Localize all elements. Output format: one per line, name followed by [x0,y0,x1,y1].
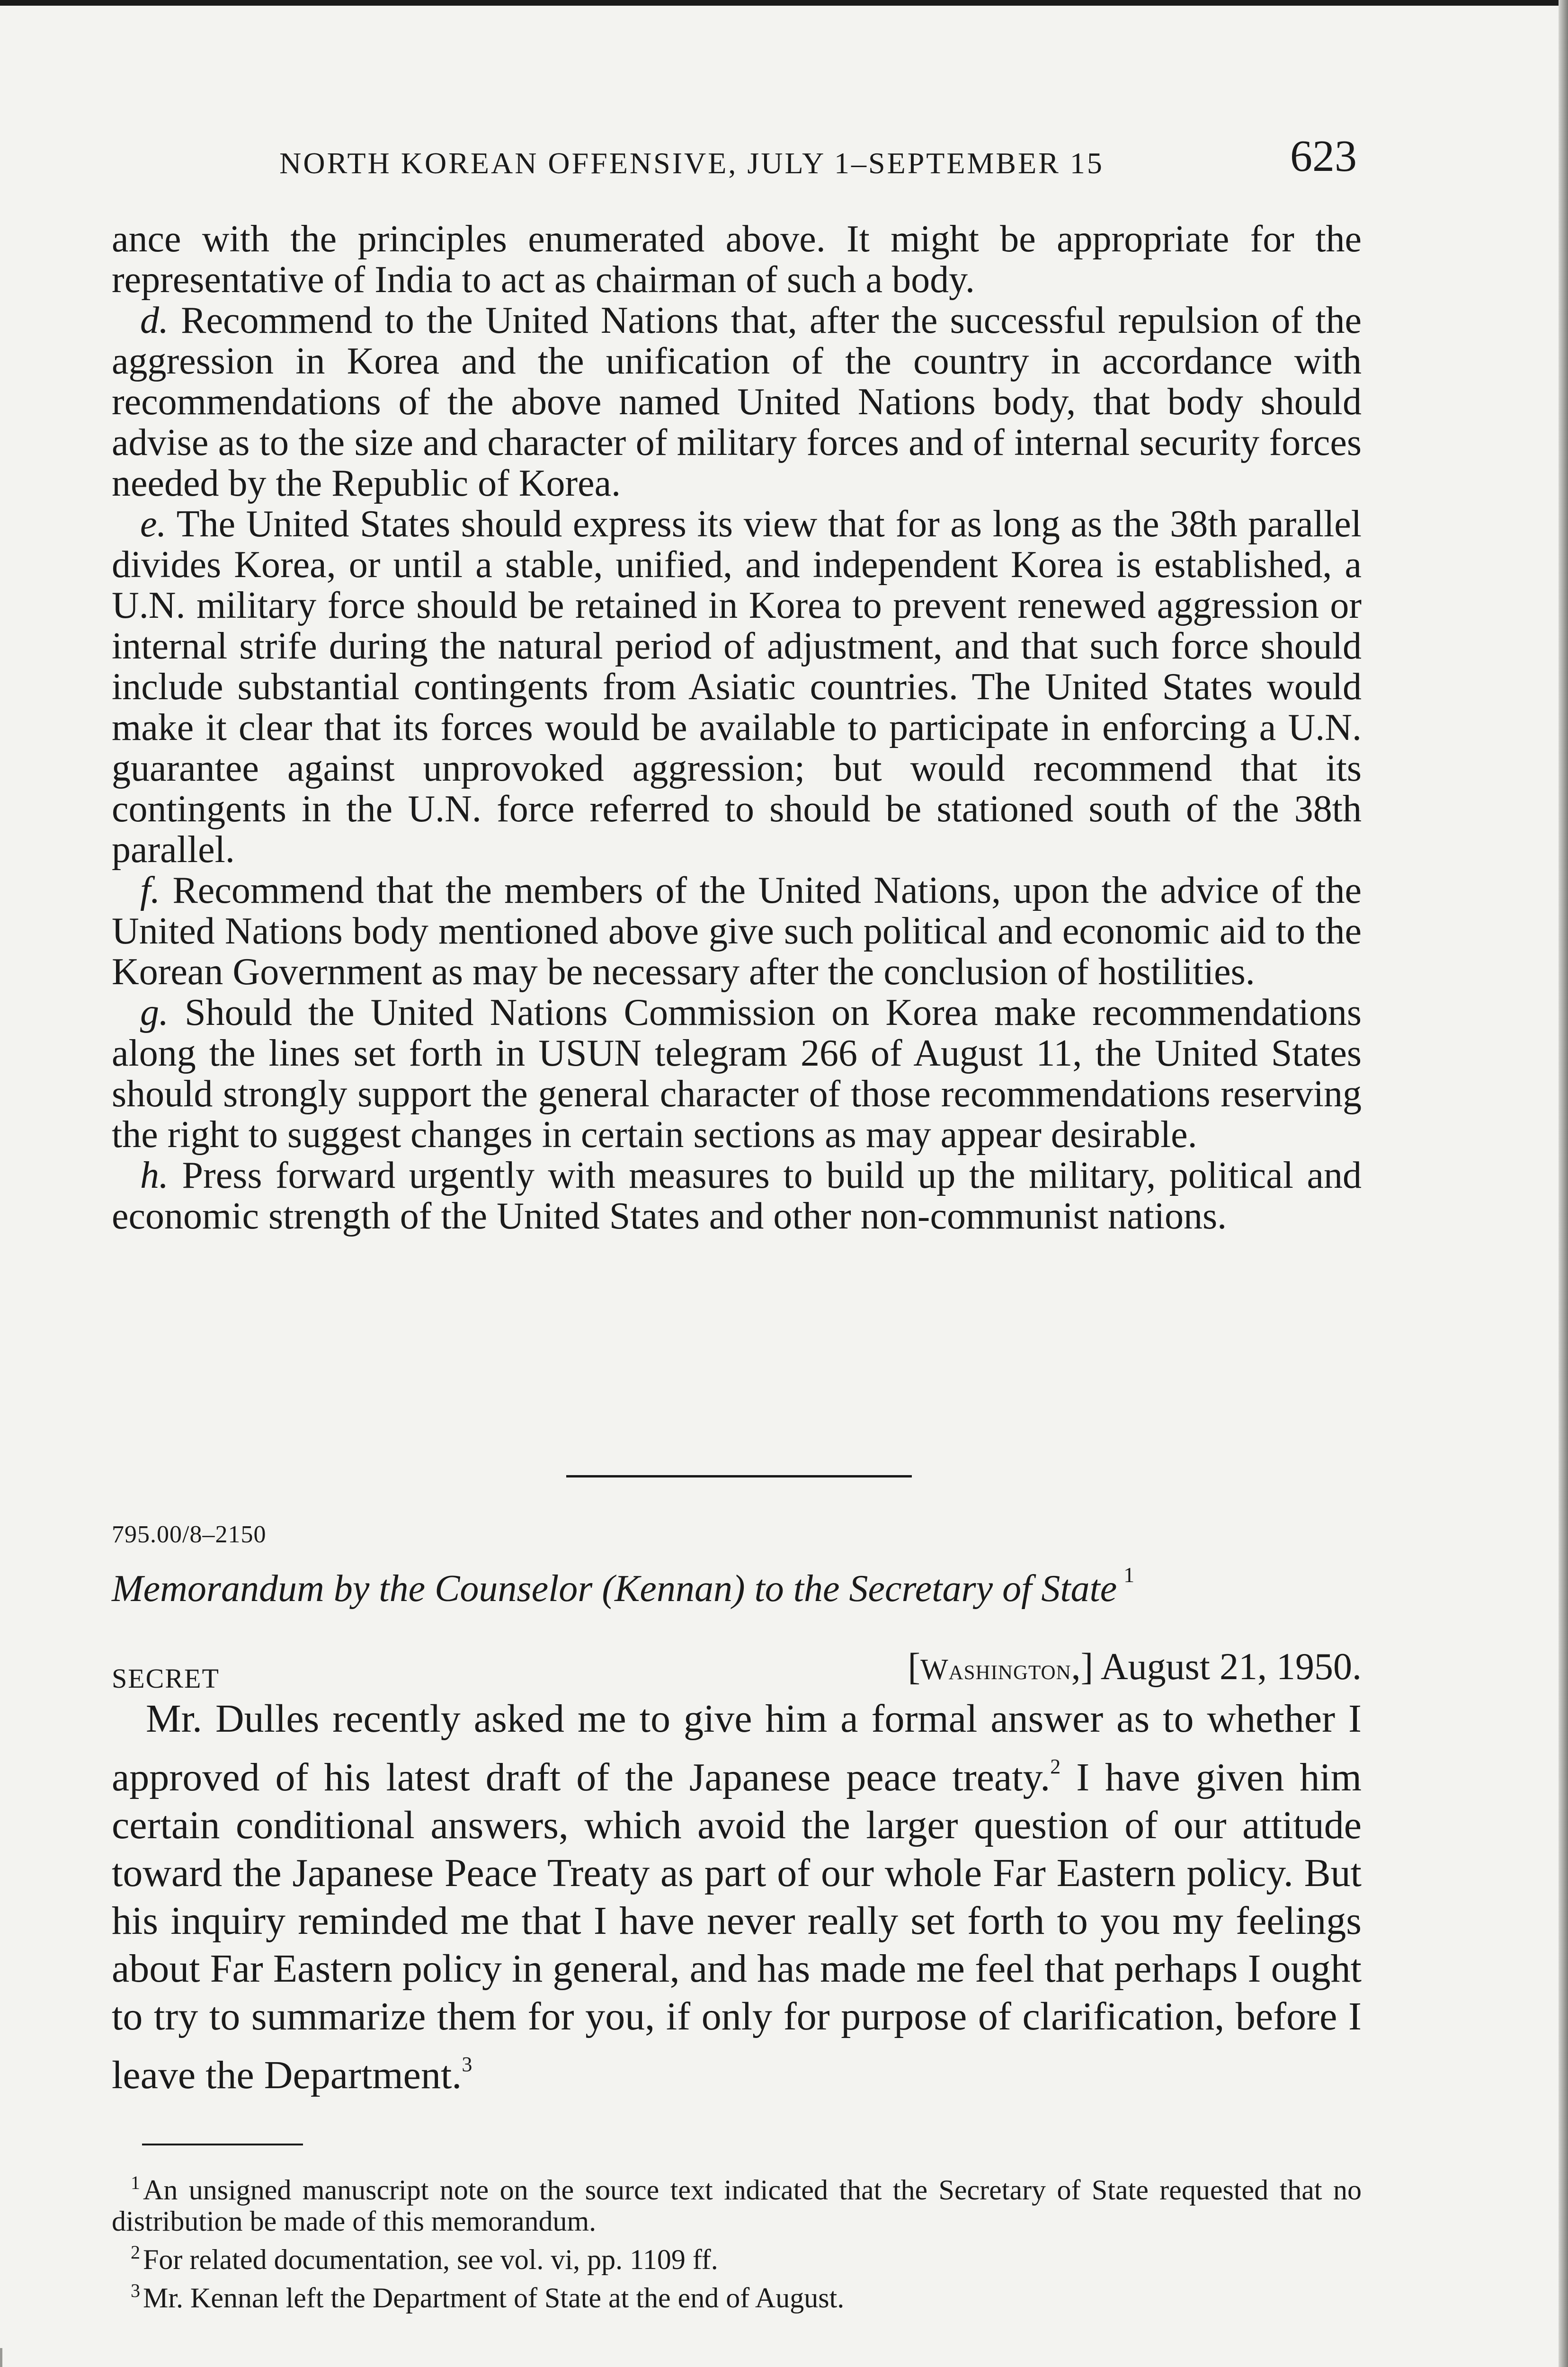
date: August 21, 1950. [1100,1646,1362,1688]
recommendation-h: h. Press forward urgently with measures to build up the military, political and economic strength of the United States and other non-communist nations. [112,1155,1362,1237]
memo-paragraph: Mr. Dulles recently asked me to give him a formal answer as to whether I approved of his latest draft of the Japanese peace treaty.$^2$ I have given him certain conditional answers, which avoid the larger question of our attitude toward the Japanese Peace Treaty as part of our whole Far Eastern policy. But his inquiry reminded me that I have never really set forth to you my feelings about Far Eastern policy in general, and has made me feel that perhaps I ought to try to summarize them for you, if only for purpose of clarification, before I leave the Department.$^3$ [112,1697,1362,2097]
memorandum-title: Memorandum by the Counselor (Kennan) to the Secretary of State $^1$ [112,1563,1135,1610]
recommendation-f: f. Recommend that the members of the United Nations, upon the advice of the United Nations body mentioned above give such political and economic aid to the Korean Government as may be necessary after the conclusion of hostilities. [112,870,1362,993]
recommendation-e: e. The United States should express its view that for as long as the 38th parallel divides Korea, or until a stable, unified, and independent Korea is established, a U.N. military force should be retained in Korea to prevent renewed aggression or internal strife during the natural period of adjustment, and that such force should include substantial contingents from Asiatic countries. The United States would make it clear that its forces would be available to participate in enforcing a U.N. guarantee against unprovoked aggression; but would recommend that its contingents in the U.N. force referred to should be stationed south of the 38th parallel. [112,503,1362,871]
running-head-title: NORTH KOREAN OFFENSIVE, JULY 1–SEPTEMBER 15 [279,146,1104,180]
footnote-rule [142,2144,303,2145]
section-divider [566,1475,912,1477]
footnote-ref-2[interactable]: 2 [1050,1755,1061,1778]
memorandum-body [112,1695,1362,2099]
recommendation-g: g. Should the United Nations Commission on Korea make recommendations along the lines set forth in USUN telegram 266 of August 11, the United States should strongly support the general character of those recommendations reserving the right to suggest changes in certain sections as may appear desirable. [112,992,1362,1156]
item-label: f. [140,870,160,911]
footnote-ref-1[interactable]: 1 [1123,1563,1135,1587]
item-label: d. [140,300,169,341]
top-edge-rule [0,0,1568,6]
item-label: e. [140,503,167,545]
file-number: 795.00/8–2150 [112,1521,267,1548]
place: Washington [920,1654,1071,1686]
footnote-3: $^3$ Mr. Kennan left the Department of State at the end of August. [131,2280,845,2314]
margin-pencil-mark [0,2348,23,2367]
recommendation-d: d. Recommend to the United Nations that, after the successful repulsion of the aggression in Korea and the unification of the country in accordance with recommendations of the above named United Nations body, that body should advise as to the size and character of military forces and of internal security forces needed by the Republic of Korea. [112,300,1362,504]
continued-recommendations [112,219,1362,1237]
item-label: g. [140,992,169,1033]
running-head [112,131,1362,197]
page-binding-edge [1559,0,1568,2367]
dateline: [Washington,] August 21, 1950. [908,1646,1362,1688]
footnote-1: $^1$ An unsigned manuscript note on the source text indicated that the Secretary of State requested that no distribution be made of this memorandum. [112,2172,1362,2237]
footnotes [112,2167,1362,2314]
item-label: h. [140,1155,169,1196]
footnote-ref-3[interactable]: 3 [462,2053,472,2076]
footnote-2: $^2$ For related documentation, see vol. vi, pp. 1109 ff. [131,2242,718,2275]
classification-marking: SECRET [112,1663,220,1694]
page-number: 623 [1290,132,1357,181]
continued-paragraph: ance with the principles enumerated above. It might be appropriate for the representative of India to act as chairman of such a body. [112,218,1362,301]
